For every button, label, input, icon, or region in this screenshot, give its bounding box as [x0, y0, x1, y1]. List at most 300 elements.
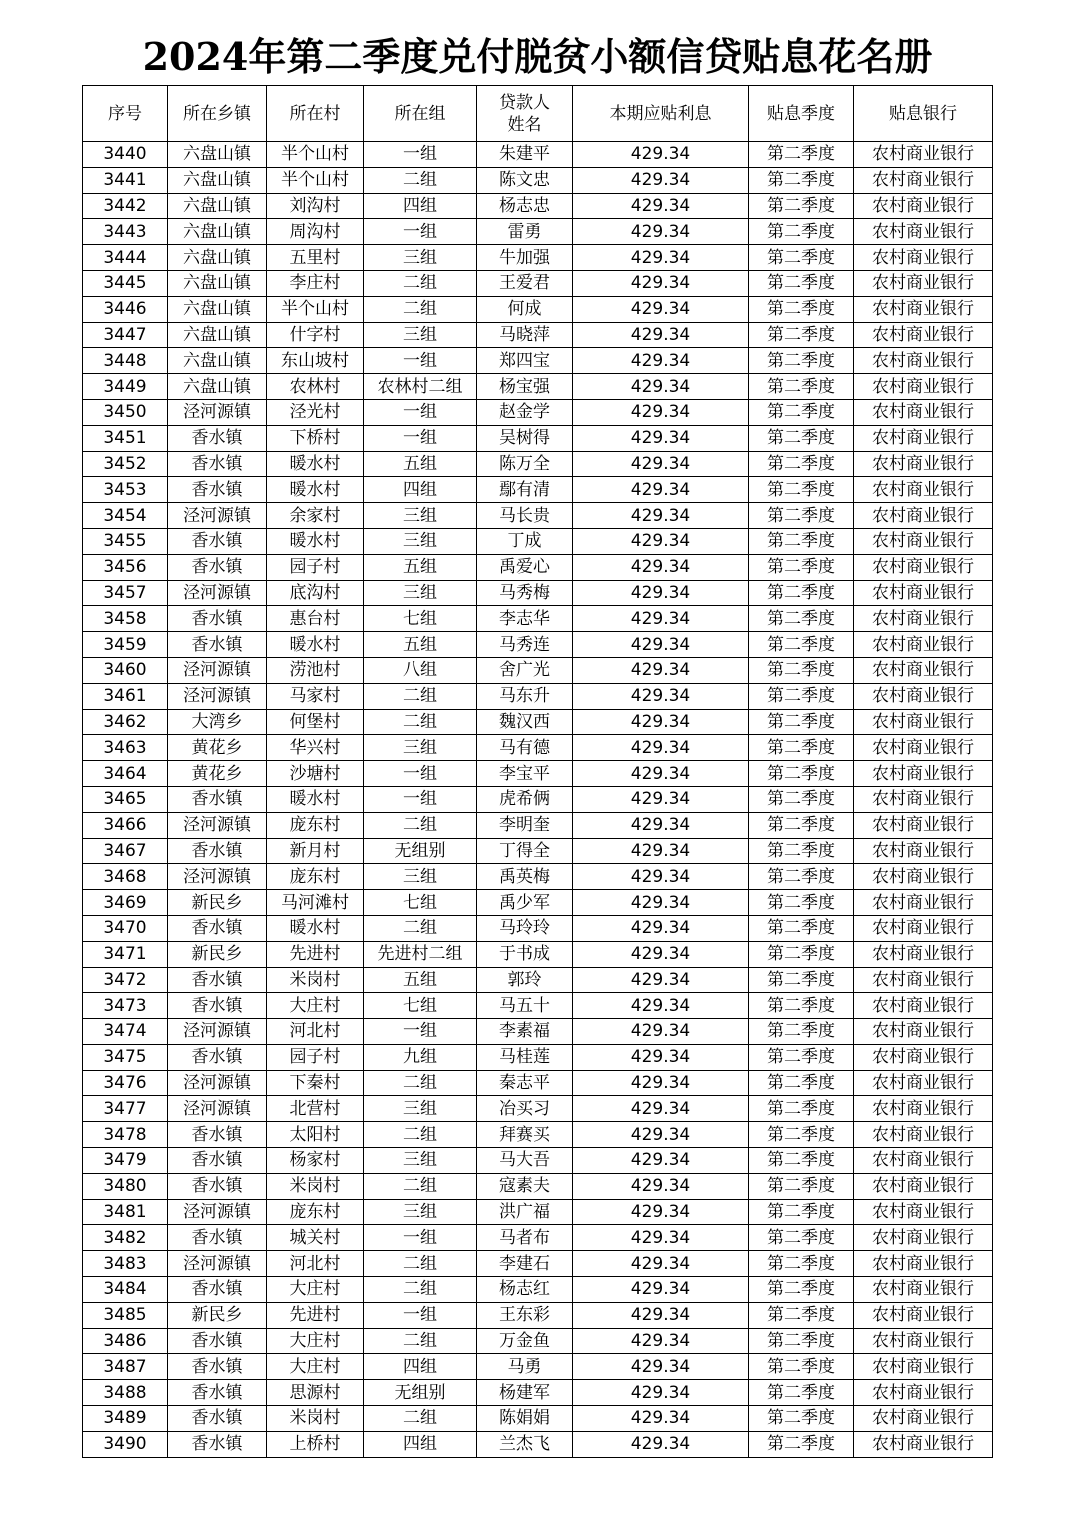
borrower-cell: 万金鱼 [477, 1328, 573, 1354]
village-cell: 余家村 [267, 503, 364, 529]
group-cell: 农林村二组 [364, 374, 477, 400]
quarter-cell: 第二季度 [749, 167, 854, 193]
interest-cell: 429.34 [573, 941, 749, 967]
township-cell: 香水镇 [168, 993, 267, 1019]
bank-cell: 农村商业银行 [854, 219, 993, 245]
quarter-cell: 第二季度 [749, 735, 854, 761]
group-cell: 三组 [364, 1148, 477, 1174]
table-row [83, 1328, 993, 1354]
township-cell: 香水镇 [168, 1431, 267, 1457]
village-cell: 园子村 [267, 554, 364, 580]
quarter-cell: 第二季度 [749, 477, 854, 503]
group-cell: 一组 [364, 1019, 477, 1045]
interest-cell: 429.34 [573, 399, 749, 425]
quarter-cell: 第二季度 [749, 528, 854, 554]
township-cell: 新民乡 [168, 890, 267, 916]
village-cell: 米岗村 [267, 1173, 364, 1199]
group-cell: 三组 [364, 245, 477, 271]
borrower-cell: 郑四宝 [477, 348, 573, 374]
borrower-cell: 王爱君 [477, 270, 573, 296]
quarter-cell: 第二季度 [749, 1173, 854, 1199]
borrower-cell: 牛加强 [477, 245, 573, 271]
village-cell: 庞东村 [267, 812, 364, 838]
township-cell: 六盘山镇 [168, 245, 267, 271]
bank-cell: 农村商业银行 [854, 941, 993, 967]
bank-cell: 农村商业银行 [854, 167, 993, 193]
borrower-cell: 虎希俩 [477, 786, 573, 812]
bank-cell: 农村商业银行 [854, 1044, 993, 1070]
borrower-cell: 秦志平 [477, 1070, 573, 1096]
borrower-cell: 禹爱心 [477, 554, 573, 580]
group-cell: 一组 [364, 399, 477, 425]
township-cell: 香水镇 [168, 1173, 267, 1199]
township-cell: 泾河源镇 [168, 657, 267, 683]
table-row [83, 606, 993, 632]
township-cell: 香水镇 [168, 632, 267, 658]
quarter-cell: 第二季度 [749, 580, 854, 606]
quarter-cell: 第二季度 [749, 1380, 854, 1406]
group-cell: 五组 [364, 554, 477, 580]
group-cell: 四组 [364, 1431, 477, 1457]
col-header-bank: 贴息银行 [854, 86, 993, 142]
table-row [83, 864, 993, 890]
township-cell: 香水镇 [168, 1277, 267, 1303]
bank-cell: 农村商业银行 [854, 1019, 993, 1045]
borrower-cell: 洪广福 [477, 1199, 573, 1225]
township-cell: 六盘山镇 [168, 296, 267, 322]
borrower-cell: 何成 [477, 296, 573, 322]
village-cell: 惠台村 [267, 606, 364, 632]
table-row [83, 1122, 993, 1148]
table-row [83, 1019, 993, 1045]
bank-cell: 农村商业银行 [854, 709, 993, 735]
group-cell: 一组 [364, 219, 477, 245]
bank-cell: 农村商业银行 [854, 270, 993, 296]
township-cell: 新民乡 [168, 1302, 267, 1328]
quarter-cell: 第二季度 [749, 864, 854, 890]
group-cell: 一组 [364, 425, 477, 451]
interest-cell: 429.34 [573, 528, 749, 554]
township-cell: 泾河源镇 [168, 864, 267, 890]
township-cell: 香水镇 [168, 1044, 267, 1070]
group-cell: 三组 [364, 735, 477, 761]
interest-cell: 429.34 [573, 1328, 749, 1354]
township-cell: 六盘山镇 [168, 374, 267, 400]
village-cell: 暖水村 [267, 632, 364, 658]
group-cell: 二组 [364, 1173, 477, 1199]
table-row [83, 142, 993, 168]
borrower-cell: 李明奎 [477, 812, 573, 838]
interest-cell: 429.34 [573, 451, 749, 477]
group-cell: 无组别 [364, 838, 477, 864]
borrower-cell: 陈文忠 [477, 167, 573, 193]
bank-cell: 农村商业银行 [854, 296, 993, 322]
township-cell: 香水镇 [168, 1380, 267, 1406]
village-cell: 半个山村 [267, 296, 364, 322]
group-cell: 三组 [364, 864, 477, 890]
group-cell: 二组 [364, 812, 477, 838]
township-cell: 香水镇 [168, 1354, 267, 1380]
serial-cell: 3487 [83, 1354, 168, 1380]
quarter-cell: 第二季度 [749, 1199, 854, 1225]
interest-cell: 429.34 [573, 683, 749, 709]
borrower-cell: 李建石 [477, 1251, 573, 1277]
group-cell: 四组 [364, 1354, 477, 1380]
col-header-group: 所在组 [364, 86, 477, 142]
table-row [83, 890, 993, 916]
serial-cell: 3466 [83, 812, 168, 838]
group-cell: 七组 [364, 993, 477, 1019]
serial-cell: 3468 [83, 864, 168, 890]
table-row [83, 1096, 993, 1122]
serial-cell: 3477 [83, 1096, 168, 1122]
village-cell: 五里村 [267, 245, 364, 271]
table-row [83, 270, 993, 296]
interest-cell: 429.34 [573, 709, 749, 735]
table-row [83, 451, 993, 477]
borrower-cell: 丁成 [477, 528, 573, 554]
township-cell: 香水镇 [168, 528, 267, 554]
serial-cell: 3442 [83, 193, 168, 219]
interest-cell: 429.34 [573, 632, 749, 658]
bank-cell: 农村商业银行 [854, 477, 993, 503]
borrower-cell: 拜赛买 [477, 1122, 573, 1148]
quarter-cell: 第二季度 [749, 1019, 854, 1045]
serial-cell: 3453 [83, 477, 168, 503]
bank-cell: 农村商业银行 [854, 1148, 993, 1174]
group-cell: 七组 [364, 890, 477, 916]
interest-cell: 429.34 [573, 503, 749, 529]
table-row [83, 683, 993, 709]
table-row [83, 1148, 993, 1174]
borrower-cell: 于书成 [477, 941, 573, 967]
quarter-cell: 第二季度 [749, 425, 854, 451]
bank-cell: 农村商业银行 [854, 322, 993, 348]
township-cell: 香水镇 [168, 606, 267, 632]
group-cell: 二组 [364, 1328, 477, 1354]
serial-cell: 3440 [83, 142, 168, 168]
table-row [83, 554, 993, 580]
serial-cell: 3481 [83, 1199, 168, 1225]
borrower-cell: 郭玲 [477, 967, 573, 993]
borrower-cell: 马秀梅 [477, 580, 573, 606]
serial-cell: 3469 [83, 890, 168, 916]
table-row [83, 477, 993, 503]
interest-cell: 429.34 [573, 1070, 749, 1096]
interest-cell: 429.34 [573, 219, 749, 245]
borrower-cell: 丁得全 [477, 838, 573, 864]
serial-cell: 3444 [83, 245, 168, 271]
quarter-cell: 第二季度 [749, 1354, 854, 1380]
village-cell: 新月村 [267, 838, 364, 864]
township-cell: 香水镇 [168, 838, 267, 864]
village-cell: 李庄村 [267, 270, 364, 296]
village-cell: 半个山村 [267, 167, 364, 193]
village-cell: 刘沟村 [267, 193, 364, 219]
group-cell: 先进村二组 [364, 941, 477, 967]
table-row [83, 1251, 993, 1277]
interest-cell: 429.34 [573, 761, 749, 787]
bank-cell: 农村商业银行 [854, 735, 993, 761]
township-cell: 泾河源镇 [168, 1019, 267, 1045]
village-cell: 庞东村 [267, 1199, 364, 1225]
quarter-cell: 第二季度 [749, 941, 854, 967]
borrower-cell: 李志华 [477, 606, 573, 632]
quarter-cell: 第二季度 [749, 838, 854, 864]
quarter-cell: 第二季度 [749, 348, 854, 374]
village-cell: 北营村 [267, 1096, 364, 1122]
quarter-cell: 第二季度 [749, 1225, 854, 1251]
interest-cell: 429.34 [573, 812, 749, 838]
col-header-village: 所在村 [267, 86, 364, 142]
group-cell: 九组 [364, 1044, 477, 1070]
table-row [83, 1354, 993, 1380]
table-row [83, 374, 993, 400]
township-cell: 六盘山镇 [168, 193, 267, 219]
serial-cell: 3483 [83, 1251, 168, 1277]
serial-cell: 3461 [83, 683, 168, 709]
interest-cell: 429.34 [573, 1044, 749, 1070]
group-cell: 一组 [364, 142, 477, 168]
quarter-cell: 第二季度 [749, 270, 854, 296]
bank-cell: 农村商业银行 [854, 1225, 993, 1251]
serial-cell: 3445 [83, 270, 168, 296]
table-row [83, 399, 993, 425]
township-cell: 六盘山镇 [168, 270, 267, 296]
group-cell: 二组 [364, 683, 477, 709]
serial-cell: 3463 [83, 735, 168, 761]
table-row [83, 761, 993, 787]
quarter-cell: 第二季度 [749, 1302, 854, 1328]
serial-cell: 3448 [83, 348, 168, 374]
quarter-cell: 第二季度 [749, 786, 854, 812]
quarter-cell: 第二季度 [749, 1096, 854, 1122]
village-cell: 东山坡村 [267, 348, 364, 374]
borrower-cell: 禹英梅 [477, 864, 573, 890]
township-cell: 泾河源镇 [168, 1199, 267, 1225]
village-cell: 暖水村 [267, 451, 364, 477]
interest-cell: 429.34 [573, 374, 749, 400]
village-cell: 半个山村 [267, 142, 364, 168]
borrower-cell: 马玲玲 [477, 915, 573, 941]
group-cell: 三组 [364, 1199, 477, 1225]
bank-cell: 农村商业银行 [854, 1070, 993, 1096]
borrower-cell: 杨志红 [477, 1277, 573, 1303]
table-row [83, 1199, 993, 1225]
serial-cell: 3485 [83, 1302, 168, 1328]
village-cell: 大庄村 [267, 993, 364, 1019]
borrower-cell: 陈娟娟 [477, 1406, 573, 1432]
group-cell: 一组 [364, 761, 477, 787]
group-cell: 二组 [364, 709, 477, 735]
borrower-cell: 鄢有清 [477, 477, 573, 503]
quarter-cell: 第二季度 [749, 374, 854, 400]
serial-cell: 3452 [83, 451, 168, 477]
bank-cell: 农村商业银行 [854, 1302, 993, 1328]
interest-cell: 429.34 [573, 580, 749, 606]
serial-cell: 3451 [83, 425, 168, 451]
bank-cell: 农村商业银行 [854, 1173, 993, 1199]
bank-cell: 农村商业银行 [854, 1406, 993, 1432]
group-cell: 四组 [364, 193, 477, 219]
quarter-cell: 第二季度 [749, 1044, 854, 1070]
village-cell: 庞东村 [267, 864, 364, 890]
township-cell: 泾河源镇 [168, 683, 267, 709]
interest-cell: 429.34 [573, 838, 749, 864]
bank-cell: 农村商业银行 [854, 1431, 993, 1457]
interest-cell: 429.34 [573, 864, 749, 890]
township-cell: 六盘山镇 [168, 322, 267, 348]
township-cell: 泾河源镇 [168, 399, 267, 425]
borrower-cell: 马勇 [477, 1354, 573, 1380]
bank-cell: 农村商业银行 [854, 1251, 993, 1277]
serial-cell: 3474 [83, 1019, 168, 1045]
borrower-cell: 吴树得 [477, 425, 573, 451]
bank-cell: 农村商业银行 [854, 786, 993, 812]
serial-cell: 3457 [83, 580, 168, 606]
borrower-cell: 朱建平 [477, 142, 573, 168]
serial-cell: 3484 [83, 1277, 168, 1303]
col-header-borrower: 贷款人姓名 [477, 86, 573, 142]
borrower-cell: 禹少军 [477, 890, 573, 916]
serial-cell: 3476 [83, 1070, 168, 1096]
township-cell: 香水镇 [168, 967, 267, 993]
village-cell: 华兴村 [267, 735, 364, 761]
village-cell: 先进村 [267, 1302, 364, 1328]
township-cell: 香水镇 [168, 1122, 267, 1148]
interest-cell: 429.34 [573, 657, 749, 683]
village-cell: 大庄村 [267, 1328, 364, 1354]
bank-cell: 农村商业银行 [854, 967, 993, 993]
bank-cell: 农村商业银行 [854, 1277, 993, 1303]
township-cell: 泾河源镇 [168, 1070, 267, 1096]
table-row [83, 425, 993, 451]
bank-cell: 农村商业银行 [854, 915, 993, 941]
group-cell: 无组别 [364, 1380, 477, 1406]
serial-cell: 3465 [83, 786, 168, 812]
village-cell: 暖水村 [267, 915, 364, 941]
group-cell: 四组 [364, 477, 477, 503]
col-header-township: 所在乡镇 [168, 86, 267, 142]
table-row [83, 580, 993, 606]
table-row [83, 193, 993, 219]
interest-cell: 429.34 [573, 296, 749, 322]
borrower-cell: 马者布 [477, 1225, 573, 1251]
borrower-cell: 舍广光 [477, 657, 573, 683]
table-row [83, 1380, 993, 1406]
interest-cell: 429.34 [573, 1380, 749, 1406]
serial-cell: 3478 [83, 1122, 168, 1148]
bank-cell: 农村商业银行 [854, 348, 993, 374]
table-row [83, 1406, 993, 1432]
quarter-cell: 第二季度 [749, 193, 854, 219]
bank-cell: 农村商业银行 [854, 683, 993, 709]
group-cell: 五组 [364, 451, 477, 477]
village-cell: 农林村 [267, 374, 364, 400]
borrower-cell: 李宝平 [477, 761, 573, 787]
serial-cell: 3467 [83, 838, 168, 864]
col-header-serial: 序号 [83, 86, 168, 142]
group-cell: 一组 [364, 1302, 477, 1328]
village-cell: 大庄村 [267, 1277, 364, 1303]
quarter-cell: 第二季度 [749, 683, 854, 709]
village-cell: 泾光村 [267, 399, 364, 425]
quarter-cell: 第二季度 [749, 1328, 854, 1354]
quarter-cell: 第二季度 [749, 812, 854, 838]
table-row [83, 993, 993, 1019]
group-cell: 三组 [364, 1096, 477, 1122]
interest-cell: 429.34 [573, 477, 749, 503]
borrower-cell: 马桂莲 [477, 1044, 573, 1070]
interest-cell: 429.34 [573, 967, 749, 993]
interest-cell: 429.34 [573, 1431, 749, 1457]
table-row [83, 1044, 993, 1070]
interest-cell: 429.34 [573, 1122, 749, 1148]
bank-cell: 农村商业银行 [854, 1354, 993, 1380]
interest-cell: 429.34 [573, 554, 749, 580]
serial-cell: 3456 [83, 554, 168, 580]
serial-cell: 3460 [83, 657, 168, 683]
borrower-cell: 陈万全 [477, 451, 573, 477]
township-cell: 黄花乡 [168, 761, 267, 787]
village-cell: 暖水村 [267, 477, 364, 503]
quarter-cell: 第二季度 [749, 1148, 854, 1174]
group-cell: 二组 [364, 1251, 477, 1277]
serial-cell: 3489 [83, 1406, 168, 1432]
borrower-cell: 杨建军 [477, 1380, 573, 1406]
quarter-cell: 第二季度 [749, 1070, 854, 1096]
township-cell: 香水镇 [168, 915, 267, 941]
township-cell: 香水镇 [168, 1225, 267, 1251]
borrower-cell: 马大吾 [477, 1148, 573, 1174]
borrower-cell: 马晓萍 [477, 322, 573, 348]
group-cell: 二组 [364, 167, 477, 193]
quarter-cell: 第二季度 [749, 761, 854, 787]
borrower-cell: 魏汉西 [477, 709, 573, 735]
serial-cell: 3470 [83, 915, 168, 941]
table-row [83, 838, 993, 864]
interest-cell: 429.34 [573, 1148, 749, 1174]
quarter-cell: 第二季度 [749, 967, 854, 993]
village-cell: 什字村 [267, 322, 364, 348]
quarter-cell: 第二季度 [749, 1122, 854, 1148]
borrower-cell: 杨志忠 [477, 193, 573, 219]
serial-cell: 3473 [83, 993, 168, 1019]
group-cell: 三组 [364, 503, 477, 529]
bank-cell: 农村商业银行 [854, 245, 993, 271]
serial-cell: 3462 [83, 709, 168, 735]
village-cell: 大庄村 [267, 1354, 364, 1380]
bank-cell: 农村商业银行 [854, 657, 993, 683]
interest-cell: 429.34 [573, 993, 749, 1019]
township-cell: 六盘山镇 [168, 142, 267, 168]
borrower-cell: 寇素夫 [477, 1173, 573, 1199]
table-row [83, 812, 993, 838]
village-cell: 下桥村 [267, 425, 364, 451]
interest-cell: 429.34 [573, 322, 749, 348]
serial-cell: 3486 [83, 1328, 168, 1354]
bank-cell: 农村商业银行 [854, 425, 993, 451]
bank-cell: 农村商业银行 [854, 606, 993, 632]
township-cell: 新民乡 [168, 941, 267, 967]
group-cell: 一组 [364, 1225, 477, 1251]
group-cell: 三组 [364, 528, 477, 554]
bank-cell: 农村商业银行 [854, 890, 993, 916]
borrower-cell: 雷勇 [477, 219, 573, 245]
interest-cell: 429.34 [573, 1354, 749, 1380]
village-cell: 太阳村 [267, 1122, 364, 1148]
township-cell: 泾河源镇 [168, 1251, 267, 1277]
